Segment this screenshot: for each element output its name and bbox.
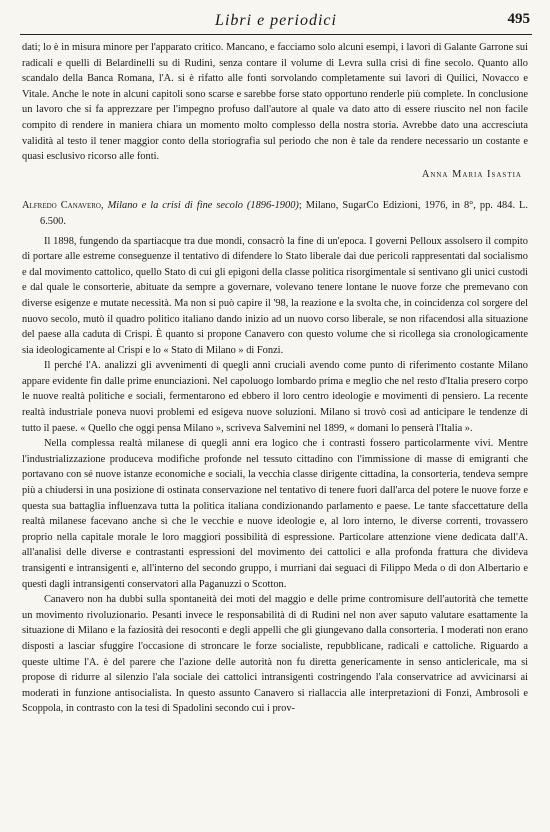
continuation-paragraph: dati; lo è in misura minore per l'apparato critico. Mancano, e facciamo solo alcuni esempi, i lavori di Galante Garrone sui radicali e quelli di Belardinelli su di Rudinì, senza contare il volume di Levra sulla crisi di fine secolo. Quanto allo scandalo della Banca Romana, l'A. si è rifatto alle fonti sorvolando completamente sui lavori di Quilici, Novacco e Vitale. Anche le note in alcuni capitoli sono scarse e sarebbe forse stato opportuno renderle più complete. In conclusione un lavoro che si fa apprezzare per l'impegno profuso dall'autore al quale va dato atto di essere riuscito nel non facile compito di rendere in maniera chiara un momento molto complesso della nostra storia. Avrebbe dato una accresciuta validità al testo il tener maggior conto della storiografia sul periodo che non è tale da rendere necessario un costante e quasi esclusivo ricorso alle fonti. [22, 42, 528, 163]
page-number: 495 [507, 11, 530, 27]
review-author: Alfredo Canavero, [22, 200, 104, 212]
review-paragraph-4: Canavero non ha dubbi sulla spontaneità dei moti del maggio e delle prime contromisure dell'autorità che temette un movimento rivoluzionario. Pesanti invece le responsabilità di di Rudinì nel non aver saputo valutare esattamente la situazione di Milano e la faziosità dei resoconti e degli appelli che gli giungevano dalla consorteria. I moderati non erano disposti a lasciar sfuggire l'occasione di stroncare le forze socialiste, repubblicane, radicali e cattoliche. Riguardo a queste ultime l'A. è del parere che l'azione delle autorità non fu diretta genericamente in senso anticlericale, ma si propose di ridurre al silenzio l'ala sociale dei cattolici intransigenti costringendo l'ala conservatrice ad avvicinarsi ai moderati in funzione antisocialista. In questo assunto Canavero si riallaccia alle interpretazioni di Fonzi, Ambrosoli e Scoppola, in contrasto con la tesi di Spadolini secondo cui i prov- [22, 594, 528, 715]
reviewer-signature: Anna Maria Isastia [421, 168, 522, 180]
review-heading [22, 198, 528, 229]
section-gap [22, 182, 528, 198]
running-header [20, 12, 532, 35]
review-paragraph-1: Il 1898, fungendo da spartiacque tra due mondi, consacrò la fine di un'epoca. I governi Pelloux assolsero il compito di portare alle estreme conseguenze il tentativo di difendere lo Stato liberale dai due pericoli rappresentati dal socialismo e dal movimento cattolico, quello Stato di cui gli epigoni della classe politica risorgimentale si sentivano gli unici custodi e dal quale le consorterie, abituate da sempre a governare, volevano tenere lontane le nuove forze che premevano con diverse esigenze e mutate necessità. Ma non si può capire il '98, la reazione e la svolta che, in coincidenza col sorgere del nuovo secolo, mutò il quadro politico italiano dando inizio ad un nuovo corso liberale, se non rifacendosi alla situazione del paese alla caduta di Crispi. È quanto si propone Canavero con questo volume che si ricollega sia cronologicamente sia ideologicamente al Crispi e lo « Stato di Milano » di Fonzi. [22, 235, 528, 356]
review-paragraph-2: Il perché l'A. analizzi gli avvenimenti di quegli anni cruciali avendo come punto di riferimento costante Milano appare evidente fin dalle prime enunciazioni. Nel capoluogo lombardo prima e meglio che nel resto d'Italia presero corpo le nuove realtà politiche e sociali, fermentarono ed ebbero il loro centro ideologie e movimenti di pensiero. La recente realtà industriale poneva nuovi problemi ed esigeva nuove soluzioni. Milano si trovò così ad anticipare le tendenze di tutto il paese. « Quello che oggi pensa Milano », scriveva Salvemini nel 1899, « domani lo penserà l'Italia ». [22, 360, 528, 434]
review-paragraph-3: Nella complessa realtà milanese di quegli anni era logico che i contrasti fossero particolarmente vivi. Mentre l'industrializzazione produceva modifiche profonde nel tessuto cittadino con l'immissione di masse di emigranti che portavano con sé nuove istanze economiche e sociali, la vecchia classe dirigente cittadina, la consorteria, tendeva sempre più a chiudersi in una posizione di ostinata conservazione nel tentativo di tenere fuori dall'arca del potere le nuove forze e questa sua battaglia influenzava tutta la politica italiana condizionando parlamento e paese. Le tante sfaccettature della realtà milanese facevano anche sì che le vecchie e nuove ideologie e, al loro interno, le diverse correnti, trovassero proprio nella capitale morale le loro maggiori possibilità di espressione. Particolare attenzione viene dedicata dall'A. all'analisi delle diverse e contrastanti espressioni del movimento dei cattolici e alla profonda frattura che divideva transigenti e intransigenti e, all'interno del secondo gruppo, i murriani dai seguaci di Filippo Meda o di don Albertario e questi dagli intransigenti conservatori alla Paganuzzi o Scotton. [22, 438, 528, 590]
page-body [22, 40, 528, 717]
running-title: Libri e periodici [215, 12, 337, 29]
review-book-title: Milano e la crisi di fine secolo (1896-1900) [107, 200, 299, 212]
review-publication: ; Milano, SugarCo Edizioni, 1976, in 8°, pp. 484. L. 6.500. [40, 200, 528, 227]
